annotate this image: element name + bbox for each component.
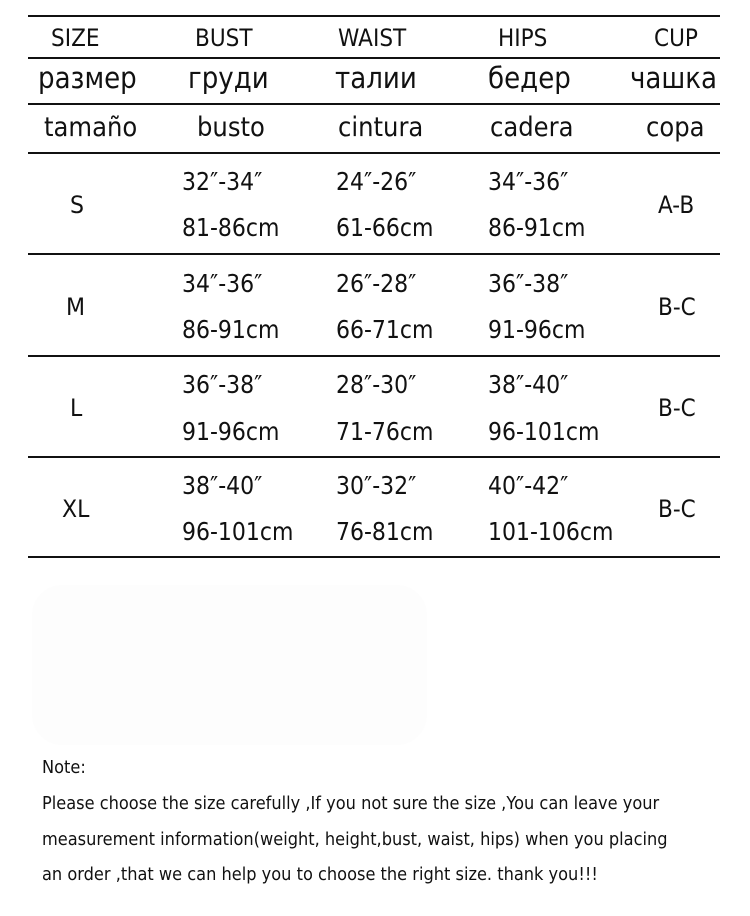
waist-inches: 26″-28″ [336, 269, 417, 298]
size-label: M [66, 293, 86, 321]
header-bust: BUST [195, 24, 253, 52]
header-rule-1 [28, 57, 720, 59]
row-rule-xl [28, 556, 720, 558]
hips-inches: 38″-40″ [488, 370, 569, 399]
note-line-2: measurement information(weight, height,bust, waist, hips) when you placing [42, 829, 668, 850]
row-rule-l [28, 456, 720, 458]
waist-cm: 71-76cm [336, 417, 434, 446]
cup-value: B-C [658, 293, 696, 321]
erased-region [32, 585, 427, 745]
bust-cm: 86-91cm [182, 315, 280, 344]
hips-cm: 101-106cm [488, 517, 614, 546]
header-cup-ru: чашка [630, 61, 718, 95]
hips-inches: 40″-42″ [488, 471, 569, 500]
hips-cm: 91-96cm [488, 315, 586, 344]
header-waist-ru: талии [335, 61, 417, 95]
bust-cm: 96-101cm [182, 517, 294, 546]
header-hips-es: cadera [490, 112, 574, 143]
bust-cm: 91-96cm [182, 417, 280, 446]
bust-inches: 34″-36″ [182, 269, 263, 298]
header-size: SIZE [51, 24, 100, 52]
row-rule-s [28, 253, 720, 255]
bust-inches: 32″-34″ [182, 167, 263, 196]
cup-value: A-B [658, 191, 695, 219]
hips-cm: 86-91cm [488, 213, 586, 242]
header-size-ru: размер [38, 61, 137, 95]
waist-inches: 24″-26″ [336, 167, 417, 196]
row-rule-m [28, 355, 720, 357]
header-waist-es: cintura [338, 112, 424, 143]
size-label: XL [62, 495, 90, 523]
hips-cm: 96-101cm [488, 417, 600, 446]
header-bust-es: busto [197, 112, 265, 143]
header-bust-ru: груди [188, 61, 269, 95]
waist-cm: 76-81cm [336, 517, 434, 546]
cup-value: B-C [658, 394, 696, 422]
bust-inches: 36″-38″ [182, 370, 263, 399]
waist-inches: 28″-30″ [336, 370, 417, 399]
size-label: S [70, 191, 85, 219]
header-size-es: tamaño [44, 112, 138, 143]
header-cup-es: copa [646, 112, 705, 143]
size-label: L [70, 394, 83, 422]
table-top-rule [28, 15, 720, 17]
bust-inches: 38″-40″ [182, 471, 263, 500]
note-title: Note: [42, 757, 86, 778]
header-bottom-rule [28, 152, 720, 154]
cup-value: B-C [658, 495, 696, 523]
header-hips-ru: бедер [488, 61, 571, 95]
note-line-1: Please choose the size carefully ,If you not sure the size ,You can leave your [42, 793, 660, 814]
waist-cm: 66-71cm [336, 315, 434, 344]
bust-cm: 81-86cm [182, 213, 280, 242]
header-rule-2 [28, 103, 720, 105]
waist-cm: 61-66cm [336, 213, 434, 242]
hips-inches: 34″-36″ [488, 167, 569, 196]
note-line-3: an order ,that we can help you to choose the right size. thank you!!! [42, 864, 598, 885]
header-hips: HIPS [498, 24, 548, 52]
waist-inches: 30″-32″ [336, 471, 417, 500]
header-cup: CUP [654, 24, 698, 52]
hips-inches: 36″-38″ [488, 269, 569, 298]
header-waist: WAIST [338, 24, 407, 52]
